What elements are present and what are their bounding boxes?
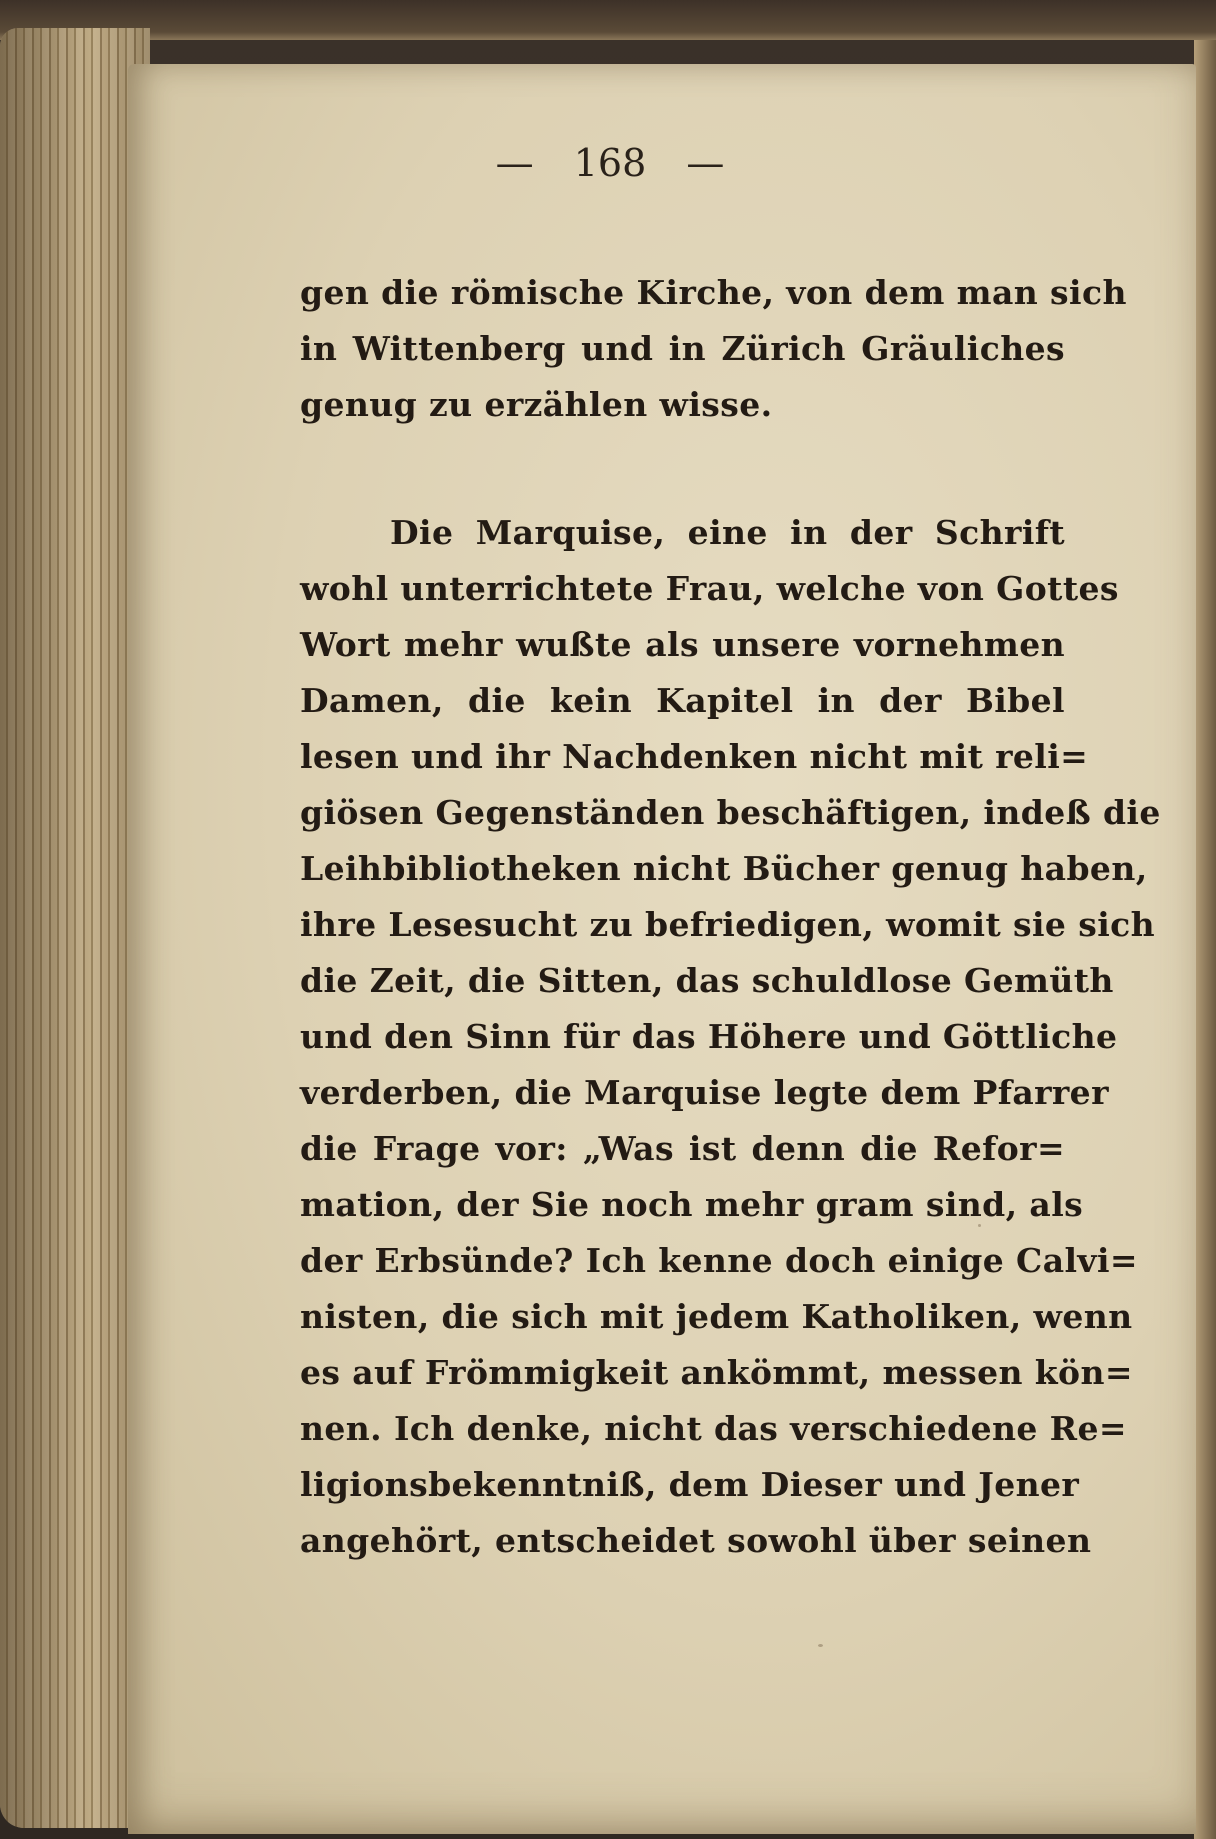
text-line: verderben, die Marquise legte dem Pfarrer xyxy=(300,1073,1109,1112)
text-line: nisten, die sich mit jedem Katholiken, wenn xyxy=(300,1297,1133,1336)
book-right-edge xyxy=(1194,40,1216,1839)
text-line: mation, der Sie noch mehr gram sind, als xyxy=(300,1185,1084,1224)
text-line: giösen Gegenständen beschäftigen, indeß die xyxy=(300,793,1161,832)
text-line: gen die römische Kirche, von dem man sich xyxy=(300,273,1127,312)
text-line: ligionsbekenntniß, dem Dieser und Jener xyxy=(300,1465,1080,1504)
text-line: Damen, die kein Kapitel in der Bibel xyxy=(300,681,1065,720)
page-body-text xyxy=(300,265,1161,1569)
text-line: genug zu erzählen wisse. xyxy=(300,385,773,424)
text-line: die Zeit, die Sitten, das schuldlose Gemüth xyxy=(300,961,1114,1000)
header-dash-left: — xyxy=(495,141,534,185)
text-line: wohl unterrichtete Frau, welche von Gottes xyxy=(300,569,1119,608)
text-line: in Wittenberg und in Zürich Gräuliches xyxy=(300,329,1065,368)
paragraph-2 xyxy=(300,505,1161,1569)
page-number: 168 xyxy=(573,141,647,185)
text-line: Wort mehr wußte als unsere vornehmen xyxy=(300,625,1065,664)
text-line: nen. Ich denke, nicht das verschiedene Re= xyxy=(300,1409,1127,1448)
paragraph-gap xyxy=(300,433,1065,505)
paragraph-1 xyxy=(300,265,1127,433)
page-header xyxy=(400,128,820,198)
header-dash-right: — xyxy=(686,141,725,185)
text-line: Leihbibliotheken nicht Bücher genug haben, xyxy=(300,849,1148,888)
paper-speck xyxy=(818,1644,823,1647)
text-line: ihre Lesesucht zu befriedigen, womit sie sich xyxy=(300,905,1156,944)
text-line: der Erbsünde? Ich kenne doch einige Calvi= xyxy=(300,1241,1138,1280)
text-line: lesen und ihr Nachdenken nicht mit reli= xyxy=(300,737,1089,776)
text-line: und den Sinn für das Höhere und Göttliche xyxy=(300,1017,1118,1056)
text-line: Die Marquise, eine in der Schrift xyxy=(390,513,1065,552)
text-line: die Frage vor: „Was ist denn die Refor= xyxy=(300,1129,1065,1168)
text-line: es auf Frömmigkeit ankömmt, messen kön= xyxy=(300,1353,1133,1392)
book-cover-top xyxy=(0,0,1216,40)
text-line: angehört, entscheidet sowohl über seinen xyxy=(300,1521,1092,1560)
